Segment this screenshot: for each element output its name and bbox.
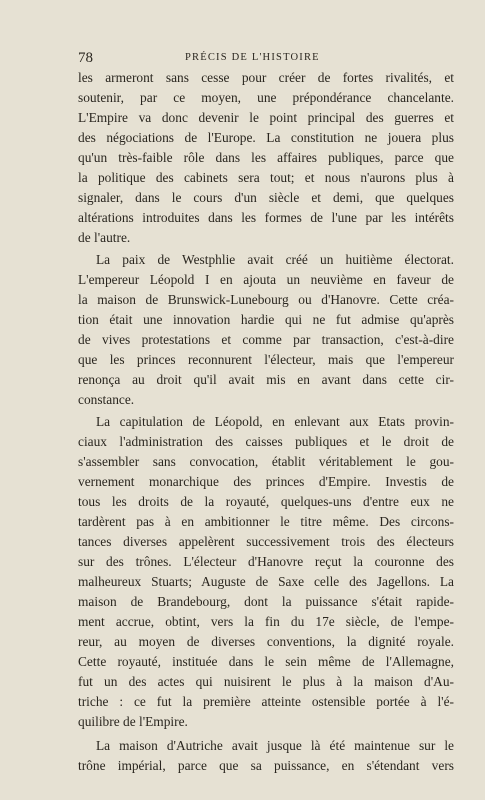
text-line: tardèrent pas à en ambitionner le titre même. Des circons- <box>78 514 454 529</box>
text-line: que les princes reconnurent l'électeur, mais que l'empereur <box>78 352 454 367</box>
text-line: quilibre de l'Empire. <box>78 714 188 729</box>
running-head: PRÉCIS DE L'HISTOIRE <box>185 52 320 63</box>
text-line: de l'autre. <box>78 230 131 245</box>
text-line: renonça au droit qu'il avait mis en avant dans cette cir- <box>78 372 454 387</box>
text-line: triche : ce fut la première atteinte ostensible portée à l'é- <box>78 694 454 709</box>
text-line: les armeront sans cesse pour créer de fortes rivalités, et <box>78 70 454 85</box>
text-line: s'assembler sans convocation, établit véritablement le gou- <box>78 454 454 469</box>
text-line: malheureux Stuarts; Auguste de Saxe celle des Jagellons. La <box>78 574 454 589</box>
text-line: vernement monarchique des princes d'Empire. Investis de <box>78 474 454 489</box>
text-line: soutenir, par ce moyen, une prépondérance chancelante. <box>78 90 454 105</box>
text-line: constance. <box>78 392 135 407</box>
text-line: L'empereur Léopold I en ajouta un neuvième en faveur de <box>78 272 454 287</box>
text-line: tous les droits de la royauté, quelques-uns d'entre eux ne <box>78 494 454 509</box>
text-line: la politique des cabinets sera tout; et nous n'aurons plus à <box>78 170 454 185</box>
text-line: tances diverses appelèrent successivement trois des électeurs <box>78 534 454 549</box>
text-line: la maison de Brunswick-Lunebourg ou d'Hanovre. Cette créa- <box>78 292 454 307</box>
text-line: ciaux l'administration des caisses publiques et le droit de <box>78 434 454 449</box>
text-line: tion était une innovation hardie qui ne fut admise qu'après <box>78 312 454 327</box>
text-line: fut un des actes qui nuisirent le plus à la maison d'Au- <box>78 674 454 689</box>
text-line: signaler, dans le cours d'un siècle et demi, que quelques <box>78 190 454 205</box>
text-line: altérations introduites dans les formes de l'une par les intérêts <box>78 210 454 225</box>
text-line: des négociations de l'Europe. La constitution ne jouera plus <box>78 130 454 145</box>
page-number: 78 <box>78 50 93 66</box>
paragraph-first-line: La paix de Westphlie avait créé un huitième électorat. <box>96 252 454 267</box>
text-line: Cette royauté, instituée dans le sein même de l'Allemagne, <box>78 654 454 669</box>
text-line: sur des trônes. L'électeur d'Hanovre reçut la couronne des <box>78 554 454 569</box>
text-line: maison de Brandebourg, dont la puissance s'était rapide- <box>78 594 454 609</box>
text-line: de vives protestations et comme par transaction, c'est-à-dire <box>78 332 454 347</box>
paragraph-first-line: La capitulation de Léopold, en enlevant aux Etats provin- <box>96 414 454 429</box>
text-line: trône impérial, parce que sa puissance, en s'étendant vers <box>78 758 454 773</box>
text-line: reur, au moyen de diverses conventions, la dignité royale. <box>78 634 454 649</box>
text-line: qu'un très-faible rôle dans les affaires publiques, parce que <box>78 150 454 165</box>
text-line: L'Empire va donc devenir le point principal des guerres et <box>78 110 454 125</box>
text-line: ment accrue, obtint, vers la fin du 17e siècle, de l'empe- <box>78 614 454 629</box>
paragraph-first-line: La maison d'Autriche avait jusque là été maintenue sur le <box>96 738 454 753</box>
